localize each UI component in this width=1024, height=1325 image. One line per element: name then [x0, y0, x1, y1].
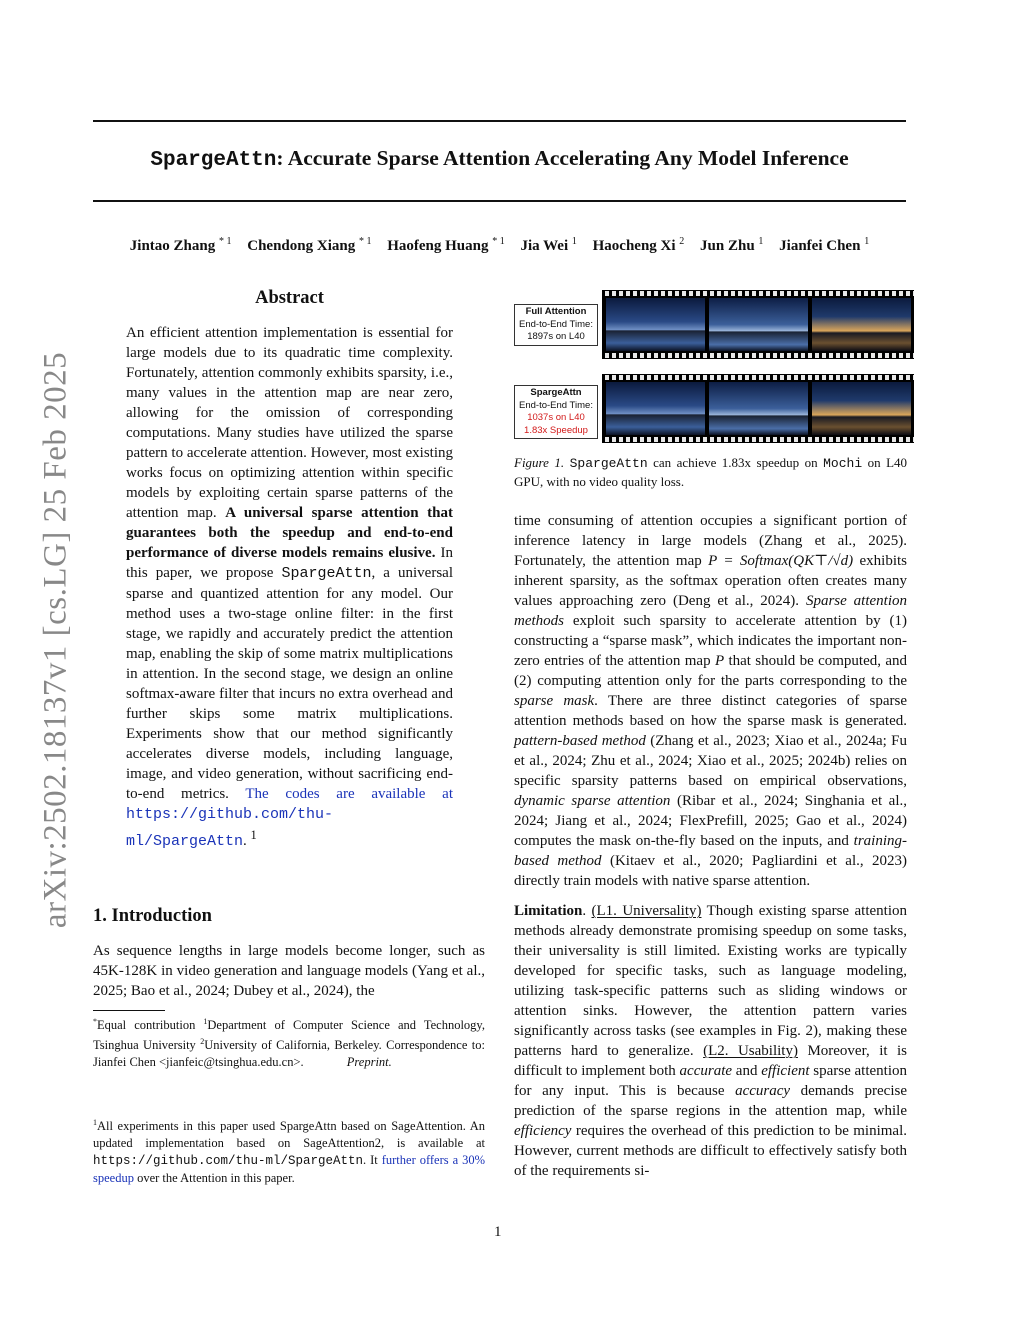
section-heading-introduction: 1. Introduction: [93, 906, 212, 926]
page-number: 1: [494, 1224, 502, 1240]
author: Jun Zhu $^1$: [700, 236, 764, 254]
video-frame: [812, 298, 911, 351]
title-rule-top: [93, 120, 906, 122]
author: Jianfei Chen $^1$: [779, 236, 870, 254]
full-attention-label: Full Attention End-to-End Time: 1897s on L40: [514, 304, 598, 346]
film-perforations: [602, 437, 914, 442]
equation: P = Softmax(QK⊤/√d): [708, 553, 854, 569]
author: Jintao Zhang $^{* 1}$: [129, 236, 232, 254]
author-list: [93, 236, 906, 255]
abstract-heading: Abstract: [255, 288, 324, 308]
title-system-name: SpargeAttn: [150, 149, 277, 172]
abstract-bold-claim: A universal sparse attention that guarantees both the speedup and end-to-end performance of diverse models remains elusive.: [126, 505, 454, 561]
paragraph: Limitation. (L1. Universality) Though existing sparse attention methods already demonstrate promising speedup on some tasks, their universality is still limited. Existing works are typically developed for specific tasks, such as language modeling, utilizing task-specific patterns such as sliding windows or attention sinks. However, the attention pattern varies significantly across tasks (see examples in Fig. 2), making these patterns hard to generalize. (L2. Usability) Moreover, it is difficult to implement both accurate and efficient sparse attention for any input. This is because accuracy demands precise prediction of the sparse regions in the attention map, while efficiency requires the overhead of this prediction to be minimal. However, current methods are difficult to effectively satisfy both of the requirements si-: [514, 903, 908, 1179]
author: Haocheng Xi $^2$: [592, 236, 685, 254]
figure-1-caption: Figure 1. SpargeAttn can achieve 1.83x speedup on Mochi on L40 GPU, with no video quality loss.: [514, 455, 908, 489]
figure-1: [514, 290, 914, 450]
intro-paragraph: As sequence lengths in large models become longer, such as 45K-128K in video generation and language models (Yang et al., 2025; Bao et al., 2024; Dubey et al., 2024), the: [93, 943, 485, 999]
film-strip-full-attention: [602, 290, 914, 359]
video-frame: [812, 382, 911, 435]
paper-title: [93, 146, 906, 172]
footnote-affiliations: *Equal contribution $^1$Department of Computer Science and Technology, Tsinghua University $^2$University of California, Berkeley. Correspondence to: Jianfei Chen <jianfeic@tsinghua.edu.cn>. Preprint.: [93, 1017, 485, 1069]
github-link[interactable]: https://github.com/thu-ml/SpargeAttn: [126, 806, 334, 850]
speedup-link[interactable]: further offers a 30% speedup: [93, 1152, 485, 1185]
video-frame: [709, 298, 808, 351]
footnote-experiments: $^1$All experiments in this paper used SpargeAttn based on SageAttention. An updated implementation based on SageAttention2, is available at https://github.com/thu-ml/SpargeAttn. It further offers a 30% speedup over the Attention in this paper.: [93, 1118, 485, 1185]
title-rule-bottom: [93, 200, 906, 202]
code-availability-link[interactable]: The codes are available at: [245, 786, 453, 802]
film-strip-spargeattn: [602, 374, 914, 443]
spargeattn-label: SpargeAttn End-to-End Time: 1037s on L40 1.83x Speedup: [514, 385, 598, 439]
paragraph: time consuming of attention occupies a significant portion of inference latency in large models (Zhang et al., 2025). Fortunately, the attention map P = Softmax(QK⊤/√d) exhibits inherent sparsity, as the softmax operation often creates many values approaching zero (Deng et al., 2024). Sparse attention methods exploit such sparsity to accelerate attention by (1) constructing a “sparse mask”, which indicates the important non-zero entries of the attention map P that should be computed, and (2) computing attention only for the parts corresponding to the sparse mask. There are three distinct categories of sparse attention methods based on how the sparse mask is generated. pattern-based method (Zhang et al., 2023; Xiao et al., 2024a; Fu et al., 2024; Zhu et al., 2024; Xiao et al., 2025; 2024b) relies on specific sparsity patterns based on empirical observations, dynamic sparse attention (Ribar et al., 2024; Singhania et al., 2024; Jiang et al., 2024; FlexPrefill, 2025; Gao et al., 2024) computes the mask on-the-fly based on the inputs, and training-based method (Kitaev et al., 2020; Pagliardini et al., 2023) directly train models with native sparse attention.: [514, 513, 908, 889]
video-frame: [606, 298, 705, 351]
abstract-body: An efficient attention implementation is essential for large models due to its quadratic time complexity. Fortunately, attention commonly exhibits sparsity, i.e., many values in the attention map are near zero, allowing for the omission of corresponding computations. Many studies have utilized the sparse pattern to accelerate attention. However, most existing works focus on optimizing attention within specific models by exploiting certain sparse patterns of the attention map. A universal sparse attention that guarantees both the speedup and end-to-end performance of diverse models remains elusive. In this paper, we propose SpargeAttn, a universal sparse and quantized attention for any model. Our method uses a two-stage online filter: in the first stage, we rapidly and accurately predict the attention map, enabling the skip of some matrix multiplications in attention. In the second stage, we design an online softmax-aware filter that incurs no extra overhead and further skips some matrix multiplications. Experiments show that our method significantly accelerates diverse models, including language, image, and video generation, without sacrificing end-to-end metrics. The codes are available at https://github.com/thu-ml/SpargeAttn. $^1$: [126, 325, 454, 850]
usability-link[interactable]: (L2. Usability): [703, 1043, 798, 1059]
footnote-rule: [93, 1010, 165, 1011]
video-frame: [606, 382, 705, 435]
author: Chendong Xiang $^{* 1}$: [247, 236, 372, 254]
right-column-text: [514, 511, 907, 1181]
universality-link[interactable]: (L1. Universality): [591, 903, 702, 919]
author: Haofeng Huang $^{* 1}$: [387, 236, 505, 254]
film-perforations: [602, 353, 914, 358]
title-rest: : Accurate Sparse Attention Accelerating Any Model Inference: [276, 146, 849, 170]
arxiv-id: arXiv:2502.18137v1 [cs.LG] 25 Feb 2025: [37, 351, 74, 929]
author: Jia Wei $^1$: [520, 236, 577, 254]
film-perforations: [602, 375, 914, 380]
footnote-ref[interactable]: 1: [250, 828, 257, 842]
footnote-github-link[interactable]: https://github.com/thu-ml/SpargeAttn: [93, 1153, 364, 1168]
video-frame: [709, 382, 808, 435]
film-perforations: [602, 291, 914, 296]
